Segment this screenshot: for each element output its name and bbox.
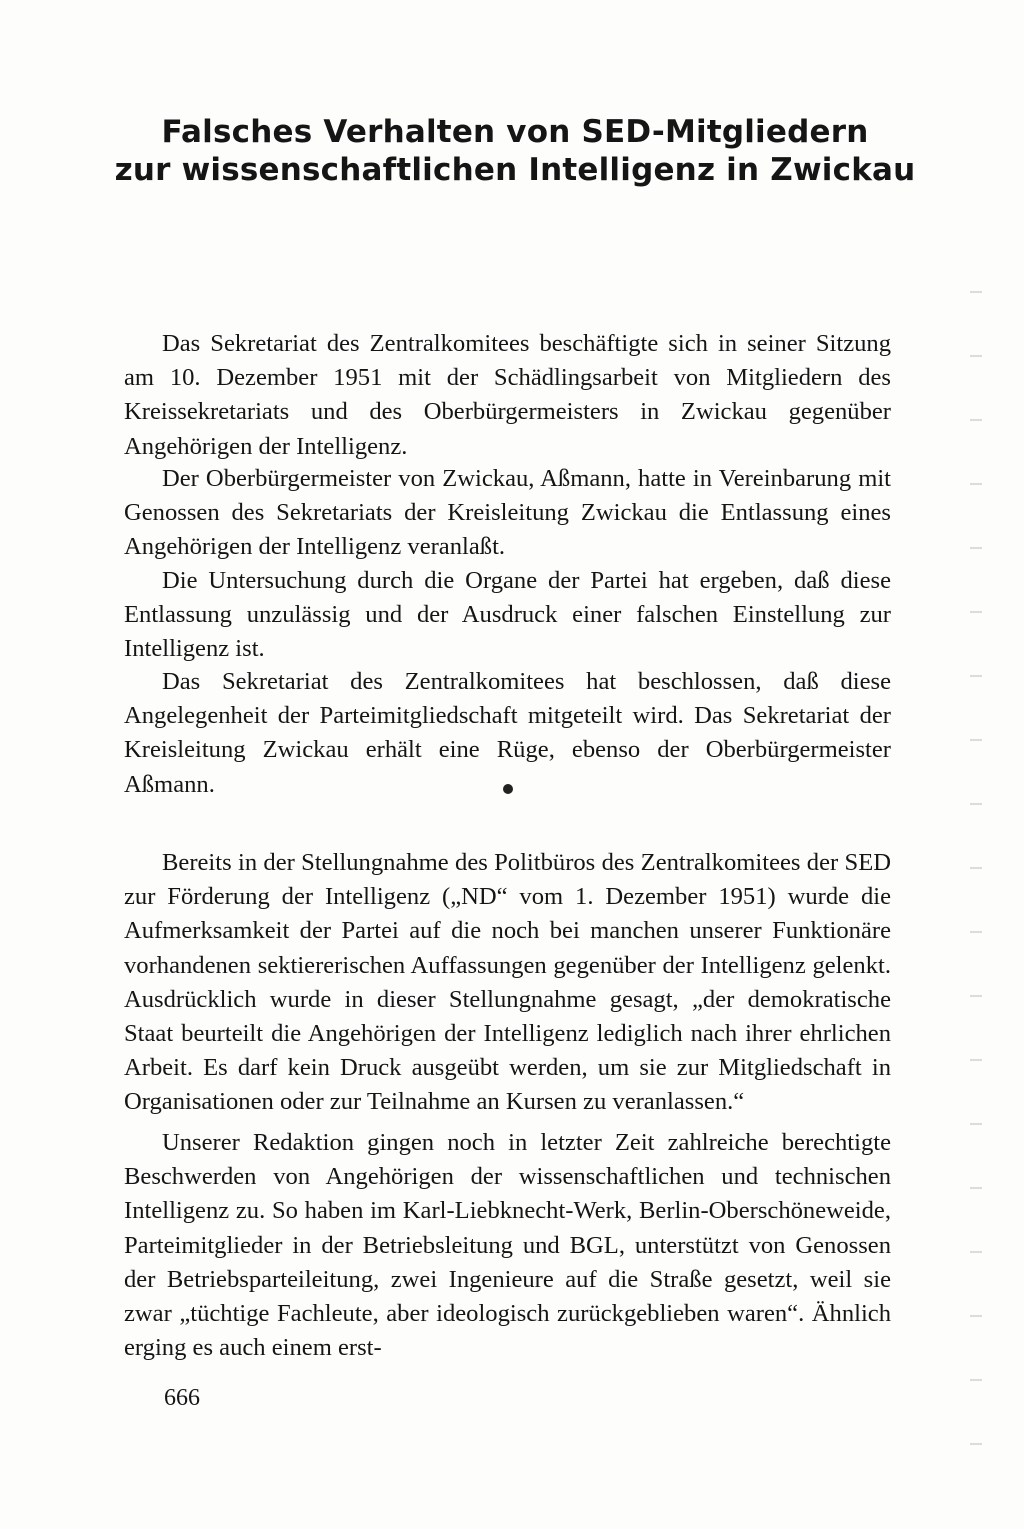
paragraph-3: Die Untersuchung durch die Organe der Partei hat ergeben, daß diese Entlassung unzulässig und der Ausdruck einer falschen Einstellung zur Intelligenz ist.: [124, 567, 891, 663]
paragraph-6: Unserer Redaktion gingen noch in letzter Zeit zahlreiche berechtigte Beschwerden von Angehörigen der wissenschaftlichen und technischen Intelligenz zu. So haben im Karl-Liebknecht-Werk, Berlin-Oberschöneweide, Parteimitglieder in der Betriebsleitung und BGL, unterstützt von Genossen der Betriebsparteileitung, zwei Ingenieure auf die Straße gesetzt, weil sie zwar „tüchtige Fachleute, aber ideologisch zurückgeblieben waren“. Ähnlich erging es auch einem erst-: [124, 1129, 891, 1362]
article-title-line-1: Falsches Verhalten von SED-Mitgliedern: [161, 114, 869, 150]
paragraph-1: Das Sekretariat des Zentralkomitees beschäftigte sich in seiner Sitzung am 10. Dezember 1951 mit der Schädlingsarbeit von Mitgliedern des Kreissekretariats und des Oberbürgermeisters in Zwickau gegenüber Angehörigen der Intelligenz.: [124, 330, 891, 460]
scan-edge-marks: [970, 255, 982, 1505]
paragraph-5: Bereits in der Stellungnahme des Politbüros des Zentralkomitees der SED zur Förderung der Intelligenz („ND“ vom 1. Dezember 1951) wurde die Aufmerksamkeit der Partei auf die noch bei manchen unserer Funktionäre vorhandenen sektiererischen Auffassungen gegenüber der Intelligenz gelenkt. Ausdrücklich wurde in dieser Stellungnahme gesagt, „der demokratische Staat beurteilt die Angehörigen der Intelligenz lediglich nach ihrer ehrlichen Arbeit. Es darf kein Druck ausgeübt werden, um sie zur Mitgliedschaft in Organisationen oder zur Teilnahme an Kursen zu veranlassen.“: [124, 849, 891, 1116]
paragraph-4: Das Sekretariat des Zentralkomitees hat beschlossen, daß diese Angelegenheit der Parteimitgliedschaft mitgeteilt wird. Das Sekretariat der Kreisleitung Zwickau erhält eine Rüge, ebenso der Oberbürgermeister Aßmann.: [124, 668, 891, 798]
article-title-line-2: zur wissenschaftlichen Intelligenz in Zwickau: [114, 152, 916, 188]
page-number: 666: [164, 1385, 200, 1411]
paragraph-2: Der Oberbürgermeister von Zwickau, Aßmann, hatte in Vereinbarung mit Genossen des Sekretariats der Kreisleitung Zwickau die Entlassung eines Angehörigen der Intelligenz veranlaßt.: [124, 465, 891, 561]
section-divider-dot: [503, 784, 513, 794]
